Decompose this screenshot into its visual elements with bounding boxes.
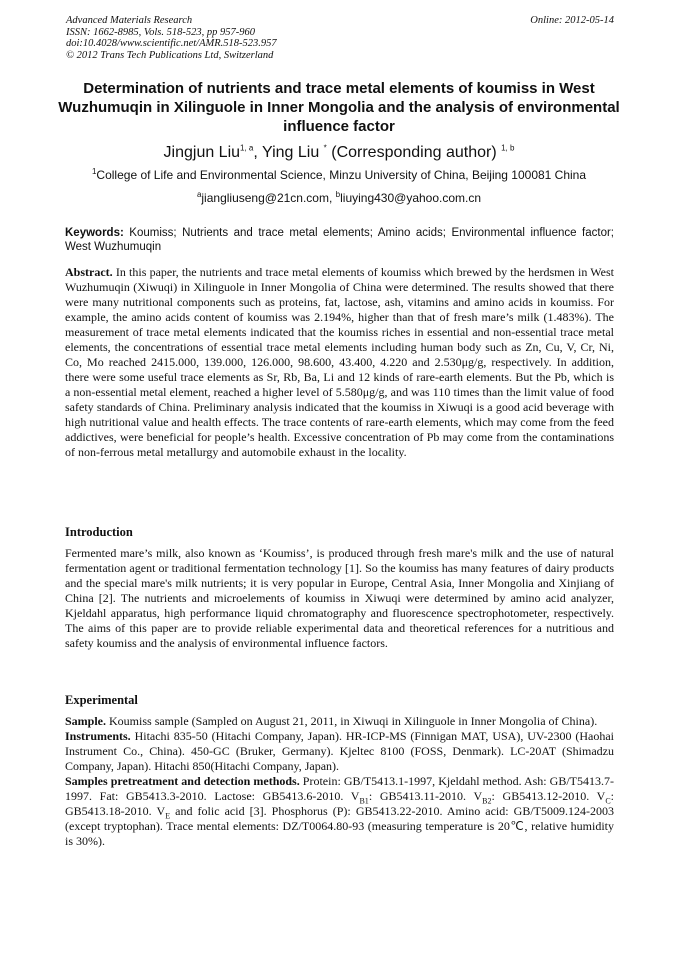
abstract bbox=[65, 265, 614, 460]
abstract-text: In this paper, the nutrients and trace metal elements of koumiss which brewed by the herdsmen in West Wuzhumuqin (Xiwuqi) in Xilinguole in Inner Mongolia of China were determined. The results showed that there were many nutritional components such as proteins, fat, lactose, ash, vitamins and amino acids in koumiss. For example, the amino acids content of koumiss was 2.194%, higher than that of fresh mare’s milk (1.483%). The measurement of trace metal elements indicated that the koumiss riches in essential and non-essential trace metal elements, the concentrations of essential trace metal elements including human body such as Zn, Cu, V, Cr, Ni, Co, Mo reached 2415.000, 139.000, 126.000, 98.600, 43.400, 4.220 and 2.530μg/g, respectively. In addition, there were some useful trace elements as Sr, Rb, Ba, Li and 12 kinds of rare-earth elements. But the Pb, which is a non-essential metal element, reached a higher level of 5.580μg/g, and was 110 times than the limit value of food safety standards of China. Preliminary analysis indicated that the koumiss in Xiwuqi is a good acid beverage with high nutritional value and health effects. The trace contents of rare-earth elements, which may come from the feed addictives, were beneficial for people’s health. Excessive concentration of Pb may come from the contaminations of non-ferrous metal metallurgy and automobile exhaust in the locality. bbox=[65, 265, 614, 459]
journal-name: Advanced Materials Research bbox=[66, 15, 193, 26]
sample-paragraph bbox=[65, 714, 614, 729]
journal-issn: ISSN: 1662-8985, Vols. 518-523, pp 957-960 bbox=[66, 26, 255, 38]
email-line bbox=[40, 190, 638, 206]
online-date: Online: 2012-05-14 bbox=[530, 15, 614, 26]
affiliation bbox=[40, 167, 638, 183]
instruments-label: Instruments. bbox=[65, 729, 131, 743]
email-b-mark: b bbox=[335, 190, 341, 199]
affiliation-mark: 1 bbox=[91, 167, 97, 176]
introduction-heading: Introduction bbox=[65, 525, 133, 539]
affiliation-text: College of Life and Environmental Science, Minzu University of China, Beijing 100081 China bbox=[96, 168, 587, 182]
author-1-affil: 1, a bbox=[240, 143, 254, 153]
keywords bbox=[65, 226, 614, 254]
instruments-paragraph bbox=[65, 729, 614, 774]
author-2-name: Ying Liu bbox=[261, 144, 320, 161]
journal-copyright: © 2012 Trans Tech Publications Ltd, Switzerland bbox=[66, 49, 274, 61]
experimental-heading: Experimental bbox=[65, 693, 138, 707]
methods-paragraph bbox=[65, 774, 614, 849]
abstract-label: Abstract. bbox=[65, 265, 113, 279]
experimental-section bbox=[65, 714, 614, 849]
author-separator: , bbox=[253, 144, 262, 161]
email-separator: , bbox=[328, 191, 336, 205]
email-b[interactable]: liuying430@yahoo.com.cn bbox=[340, 191, 482, 205]
vb1-subscript: B1 bbox=[359, 796, 369, 806]
author-line bbox=[40, 143, 638, 163]
author-1-name: Jingjun Liu bbox=[163, 144, 241, 161]
methods-label: Samples pretreatment and detection methods. bbox=[65, 774, 300, 788]
methods-text-1: Protein: GB/T5413.1-1997, Kjeldahl method. Ash: GB/T5413.7-1997. Fat: GB5413.3-2010. Lactose: GB5413.6-2010. V bbox=[65, 774, 614, 803]
corresponding-note: (Corresponding author) bbox=[326, 144, 502, 161]
keywords-label: Keywords: bbox=[65, 227, 124, 239]
instruments-text: Hitachi 835-50 (Hitachi Company, Japan). HR-ICP-MS (Finnigan MAT, USA), UV-2300 (Haohai Instrument Co., China). 450-GC (Bruker, Germany). Kjeltec 8100 (FOSS, Denmark). LC-20AT (Shimadzu Company, Japan). Hitachi 850(Hitachi Company, Japan). bbox=[65, 729, 614, 773]
methods-text-5: and folic acid [3]. Phosphorus (P): GB5413.22-2010. Amino acid: GB/T5009.124-2003 (except tryptophan). Trace mental elements: DZ/T0064.80-93 (measuring temperature is 20℃, relative humidity is 30%). bbox=[65, 804, 614, 848]
vc-subscript: C bbox=[605, 796, 611, 806]
methods-text-3: : GB5413.12-2010. V bbox=[491, 789, 606, 803]
paper-title: Determination of nutrients and trace metal elements of koumiss in West Wuzhumuqin in Xilinguole in Inner Mongolia and the analysis of environmental influence factor bbox=[58, 80, 620, 135]
introduction-text: Fermented mare’s milk, also known as ‘Koumiss’, is produced through fresh mare's milk and the use of natural fermentation agent or traditional fermentation technology [1]. So the koumiss has many features of dairy products and the special mare's milk nutrients; it is very popular in Europe, Central Asia, Inner Mongolia and Xinjiang of China [2]. The nutrients and microelements of koumiss in Xiwuqi were determined by amino acid analyzer, Kjeldahl apparatus, high performance liquid chromatography and fluorescence spectrophotometer, respectively. The aims of this paper are to provide reliable experimental data and theoretical references for a nutritious and safety koumiss and the analysis of environmental influence factors. bbox=[65, 546, 614, 650]
vb2-subscript: B2 bbox=[482, 796, 492, 806]
author-2-affil: 1, b bbox=[501, 143, 515, 153]
journal-header bbox=[66, 15, 277, 61]
journal-doi: doi:10.4028/www.scientific.net/AMR.518-523.957 bbox=[66, 38, 277, 49]
keywords-text: Koumiss; Nutrients and trace metal elements; Amino acids; Environmental influence factor; West Wuzhumuqin bbox=[65, 227, 614, 253]
methods-text-4: : GB5413.18-2010. V bbox=[65, 789, 614, 818]
email-a[interactable]: jiangliuseng@21cn.com bbox=[201, 191, 329, 205]
sample-text: Koumiss sample (Sampled on August 21, 2011, in Xiwuqi in Xilinguole in Inner Mongolia of China). bbox=[106, 714, 598, 728]
email-a-mark: a bbox=[196, 190, 202, 199]
methods-text-2: : GB5413.11-2010. V bbox=[368, 789, 483, 803]
ve-subscript: E bbox=[165, 811, 171, 821]
sample-label: Sample. bbox=[65, 714, 107, 728]
corresponding-mark: * bbox=[323, 143, 327, 153]
